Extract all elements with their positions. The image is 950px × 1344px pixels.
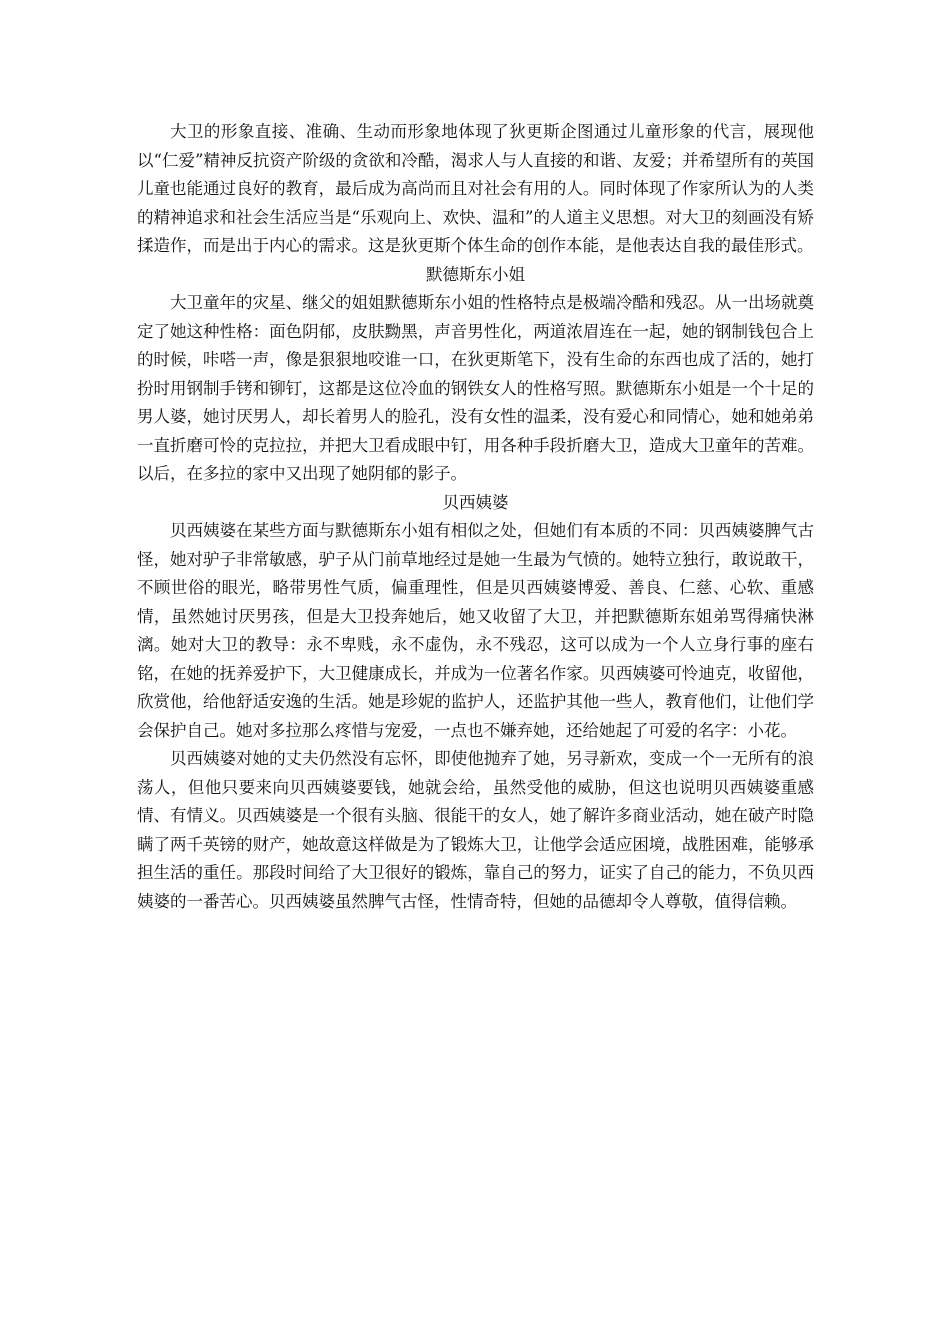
section-heading-betsey: 贝西姨婆: [442, 492, 509, 512]
paragraph-betsey-2: 贝西姨婆对她的丈夫仍然没有忘怀，即使他抛弃了她，另寻新欢，变成一个一无所有的浪荡人，但他只要来向贝西姨婆要钱，她就会给，虽然受他的威胁，但这也说明贝西姨婆重感情、有情义。贝西姨婆是一个很有头脑、很能干的女人，她了解许多商业活动，她在破产时隐瞒了两千英镑的财产，她故意这样做是为了锻炼大卫，让他学会适应困境，战胜困难，能够承担生活的重任。那段时间给了大卫很好的锻炼，靠自己的努力，证实了自己的能力，不负贝西姨婆的一番苦心。贝西姨婆虽然脾气古怪，性情奇特，但她的品德却令人尊敬，值得信赖。: [137, 749, 814, 911]
paragraph-murdstone: 大卫童年的灾星、继父的姐姐默德斯东小姐的性格特点是极端冷酷和残忍。从一出场就奠定了她这种性格：面色阴郁，皮肤黝黑，声音男性化，两道浓眉连在一起，她的钢制钱包合上的时候，咔嗒一声，像是狠狠地咬谁一口，在狄更斯笔下，没有生命的东西也成了活的，她打扮时用钢制手铐和铆钉，这都是这位冷血的钢铁女人的性格写照。默德斯东小姐是一个十足的男人婆，她讨厌男人，却长着男人的脸孔，没有女性的温柔，没有爱心和同情心，她和她弟弟一直折磨可怜的克拉拉，并把大卫看成眼中钉，用各种手段折磨大卫，造成大卫童年的苦难。以后，在多拉的家中又出现了她阴郁的影子。: [137, 293, 814, 483]
paragraph-intro: 大卫的形象直接、准确、生动而形象地体现了狄更斯企图通过儿童形象的代言，展现他以“仁爱”精神反抗资产阶级的贪欲和冷酷，渴求人与人直接的和谐、友爱；并希望所有的英国儿童也能通过良好的教育，最后成为高尚而且对社会有用的人。同时体现了作家所认为的人类的精神追求和社会生活应当是“乐观向上、欢快、温和”的人道主义思想。对大卫的刻画没有矫揉造作，而是出于内心的需求。这是狄更斯个体生命的创作本能，是他表达自我的最佳形式。: [137, 122, 814, 255]
paragraph-betsey-1: 贝西姨婆在某些方面与默德斯东小姐有相似之处，但她们有本质的不同：贝西姨婆脾气古怪，她对驴子非常敏感，驴子从门前草地经过是她一生最为气愤的。她特立独行，敢说敢干，不顾世俗的眼光，略带男性气质，偏重理性，但是贝西姨婆博爱、善良、仁慈、心软、重感情，虽然她讨厌男孩，但是大卫投奔她后，她又收留了大卫，并把默德斯东姐弟骂得痛快淋漓。她对大卫的教导：永不卑贱，永不虚伪，永不残忍，这可以成为一个人立身行事的座右铭，在她的抚养爱护下，大卫健康成长，并成为一位著名作家。贝西姨婆可怜迪克，收留他，欣赏他，给他舒适安逸的生活。她是珍妮的监护人，还监护其他一些人，教育他们，让他们学会保护自己。她对多拉那么疼惜与宠爱，一点也不嫌弃她，还给她起了可爱的名字：小花。: [137, 521, 814, 740]
document-page: [137, 118, 814, 916]
section-heading-murdstone: 默德斯东小姐: [426, 264, 525, 284]
